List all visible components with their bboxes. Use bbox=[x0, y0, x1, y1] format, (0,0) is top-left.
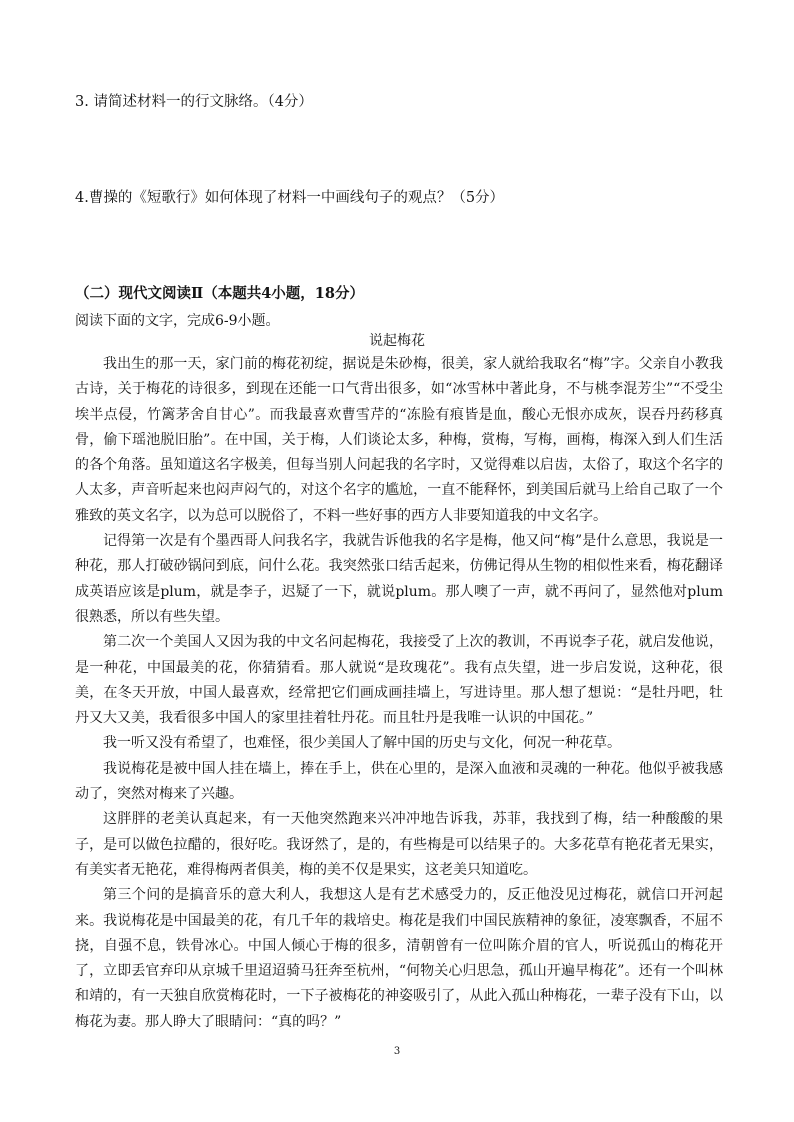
question-4: 4.曹操的《短歌行》如何体现了材料一中画线句子的观点？（5分） bbox=[75, 190, 505, 206]
article-title: 说起梅花 bbox=[369, 333, 425, 349]
question-3: 3. 请简述材料一的行文脉络。（4分） bbox=[75, 94, 313, 110]
section-heading: （二）现代文阅读Ⅱ（本题共4小题，18分） bbox=[75, 285, 364, 302]
section-instruction: 阅读下面的文字，完成6-9小题。 bbox=[75, 313, 280, 329]
article-paragraph: 记得第一次是有个墨西哥人问我名字，我就告诉他我的名字是梅，他又问“梅”是什么意思，我说是一种花，那人打破砂锅问到底，问什么花。我突然张口结舌起来，仿佛记得从生物的相似性来看，梅花翻译成英语应该是plum，就是李子，迟疑了一下，就说plum。那人噢了一声，就不再问了，显然他对plum很熟悉，所以有些失望。 bbox=[75, 533, 723, 625]
article-paragraph: 这胖胖的老美认真起来，有一天他突然跑来兴冲冲地告诉我，苏菲，我找到了梅，结一种酸酸的果子，是可以做色拉醋的，很好吃。我讶然了，是的，有些梅是可以结果子的。大多花草有艳花者无果实，有美实者无艳花，难得梅两者俱美，梅的美不仅是果实，这老美只知道吃。 bbox=[75, 811, 723, 878]
article-paragraph: 我一听又没有希望了，也难怪，很少美国人了解中国的历史与文化，何况一种花草。 bbox=[103, 735, 621, 752]
article-paragraph: 我出生的那一天，家门前的梅花初绽，据说是朱砂梅，很美，家人就给我取名“梅”字。父亲自小教我古诗，关于梅花的诗很多，到现在还能一口气背出很多，如“冰雪林中著此身，不与桃李混芳尘”“不受尘埃半点侵，竹篱茅舍自甘心”。而我最喜欢曹雪芹的“冻脸有痕皆是血，酸心无恨亦成灰，误吞丹药移真骨，偷下瑶池脱旧胎”。在中国，关于梅，人们谈论太多，种梅，赏梅，写梅，画梅，梅深入到人们生活的各个角落。虽知道这名字极美，但每当别人问起我的名字时，又觉得难以启齿，太俗了，取这个名字的人太多，声音听起来也闷声闷气的，对这个名字的尴尬，一直不能释怀，到美国后就马上给自己取了一个雅致的英文名字，以为总可以脱俗了，不料一些好事的西方人非要知道我的中文名字。 bbox=[75, 356, 723, 524]
article-paragraph: 我说梅花是被中国人挂在墙上，捧在手上，供在心里的，是深入血液和灵魂的一种花。他似乎被我感动了，突然对梅来了兴趣。 bbox=[75, 760, 723, 803]
page-number: 3 bbox=[393, 1046, 401, 1057]
article-paragraph: 第二次一个美国人又因为我的中文名问起梅花，我接受了上次的教训，不再说李子花，就启发他说，是一种花，中国最美的花，你猜猜看。那人就说“是玫瑰花”。我有点失望，进一步启发说，这种花，很美，在冬天开放，中国人最喜欢，经常把它们画成画挂墙上，写进诗里。那人想了想说：“是牡丹吧，牡丹又大又美，我看很多中国人的家里挂着牡丹花。而且牡丹是我唯一认识的中国花。” bbox=[75, 634, 723, 727]
article-paragraph: 第三个问的是搞音乐的意大利人，我想这人是有艺术感受力的，反正他没见过梅花，就信口开河起来。我说梅花是中国最美的花，有几千年的栽培史。梅花是我们中国民族精神的象征，凌寒飘香，不屈不挠，自强不息，铁骨冰心。中国人倾心于梅的很多，清朝曾有一位叫陈介眉的官人，听说孤山的梅花开了，立即丢官弃印从京城千里迢迢骑马狂奔至杭州，“何物关心归思急，孤山开遍早梅花”。还有一个叫林和靖的，有一天独自欣赏梅花时，一下子被梅花的神姿吸引了，从此入孤山种梅花，一辈子没有下山，以梅花为妻。那人睁大了眼睛问：“真的吗？” bbox=[75, 887, 723, 1030]
article-body bbox=[75, 352, 723, 1035]
